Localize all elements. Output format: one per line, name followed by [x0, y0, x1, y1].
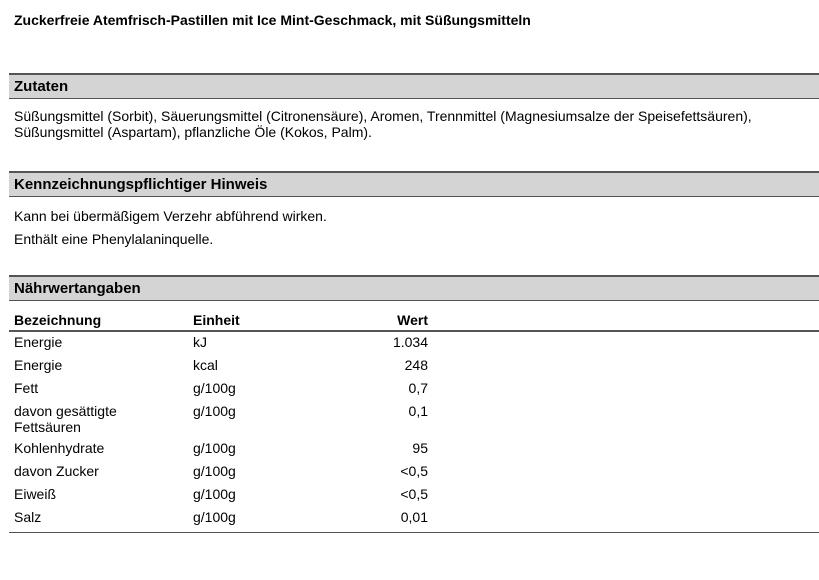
notice-line: Enthält eine Phenylalaninquelle. — [14, 231, 214, 247]
notice-section-header — [9, 171, 819, 197]
table-row — [9, 355, 819, 378]
nutrient-name: Energie — [14, 357, 63, 373]
nutrient-unit: g/100g — [193, 486, 236, 502]
nutrient-value: 0,1 — [408, 403, 428, 419]
nutrient-unit: kcal — [193, 357, 218, 373]
nutrient-value: 1.034 — [392, 334, 428, 350]
nutrient-value: 0,7 — [408, 380, 428, 396]
nutrition-section-header — [9, 275, 819, 301]
nutrient-value: 0,01 — [400, 509, 428, 525]
nutrition-heading: Nährwertangaben — [14, 280, 141, 297]
nutrient-unit: g/100g — [193, 380, 236, 396]
nutrient-value: 248 — [404, 357, 428, 373]
nutrient-unit: g/100g — [193, 463, 236, 479]
nutrient-name: Fett — [14, 380, 39, 396]
column-header-unit: Einheit — [193, 312, 240, 328]
table-row — [9, 507, 819, 530]
nutrition-table-header — [9, 308, 819, 332]
table-row — [9, 332, 819, 355]
nutrient-value: 95 — [412, 440, 428, 456]
column-header-name: Bezeichnung — [14, 312, 102, 328]
notice-line: Kann bei übermäßigem Verzehr abführend wirken. — [14, 208, 327, 224]
nutrition-table — [9, 308, 819, 530]
table-row — [9, 401, 819, 438]
nutrient-name: Energie — [14, 334, 63, 350]
ingredients-heading: Zutaten — [14, 78, 69, 95]
table-row — [9, 438, 819, 461]
ingredients-section-header — [9, 73, 819, 99]
nutrient-name: Kohlenhydrate — [14, 440, 105, 456]
nutrient-value: <0,5 — [400, 486, 428, 502]
page-title: Zuckerfreie Atemfrisch-Pastillen mit Ice Mint-Geschmack, mit Süßungsmitteln — [14, 12, 531, 28]
nutrient-name: Salz — [14, 509, 42, 525]
table-row — [9, 484, 819, 507]
nutrient-value: <0,5 — [400, 463, 428, 479]
nutrient-unit: g/100g — [193, 509, 236, 525]
notice-heading: Kennzeichnungspflichtiger Hinweis — [14, 176, 268, 193]
nutrient-name: davon gesättigte Fettsäuren — [14, 403, 117, 435]
table-row — [9, 461, 819, 484]
nutrient-unit: kJ — [193, 334, 207, 350]
bottom-divider — [9, 532, 819, 533]
column-header-value: Wert — [397, 312, 428, 328]
nutrient-unit: g/100g — [193, 440, 236, 456]
nutrient-name: Eiweiß — [14, 486, 57, 502]
nutrient-unit: g/100g — [193, 403, 236, 419]
nutrient-name: davon Zucker — [14, 463, 99, 479]
ingredients-text: Süßungsmittel (Sorbit), Säuerungsmittel (Citronensäure), Aromen, Trennmittel (Magnesiumsalze der Speisefettsäuren), Süßungsmittel (Aspartam), pflanzliche Öle (Kokos, Palm). — [14, 108, 752, 140]
table-row — [9, 378, 819, 401]
